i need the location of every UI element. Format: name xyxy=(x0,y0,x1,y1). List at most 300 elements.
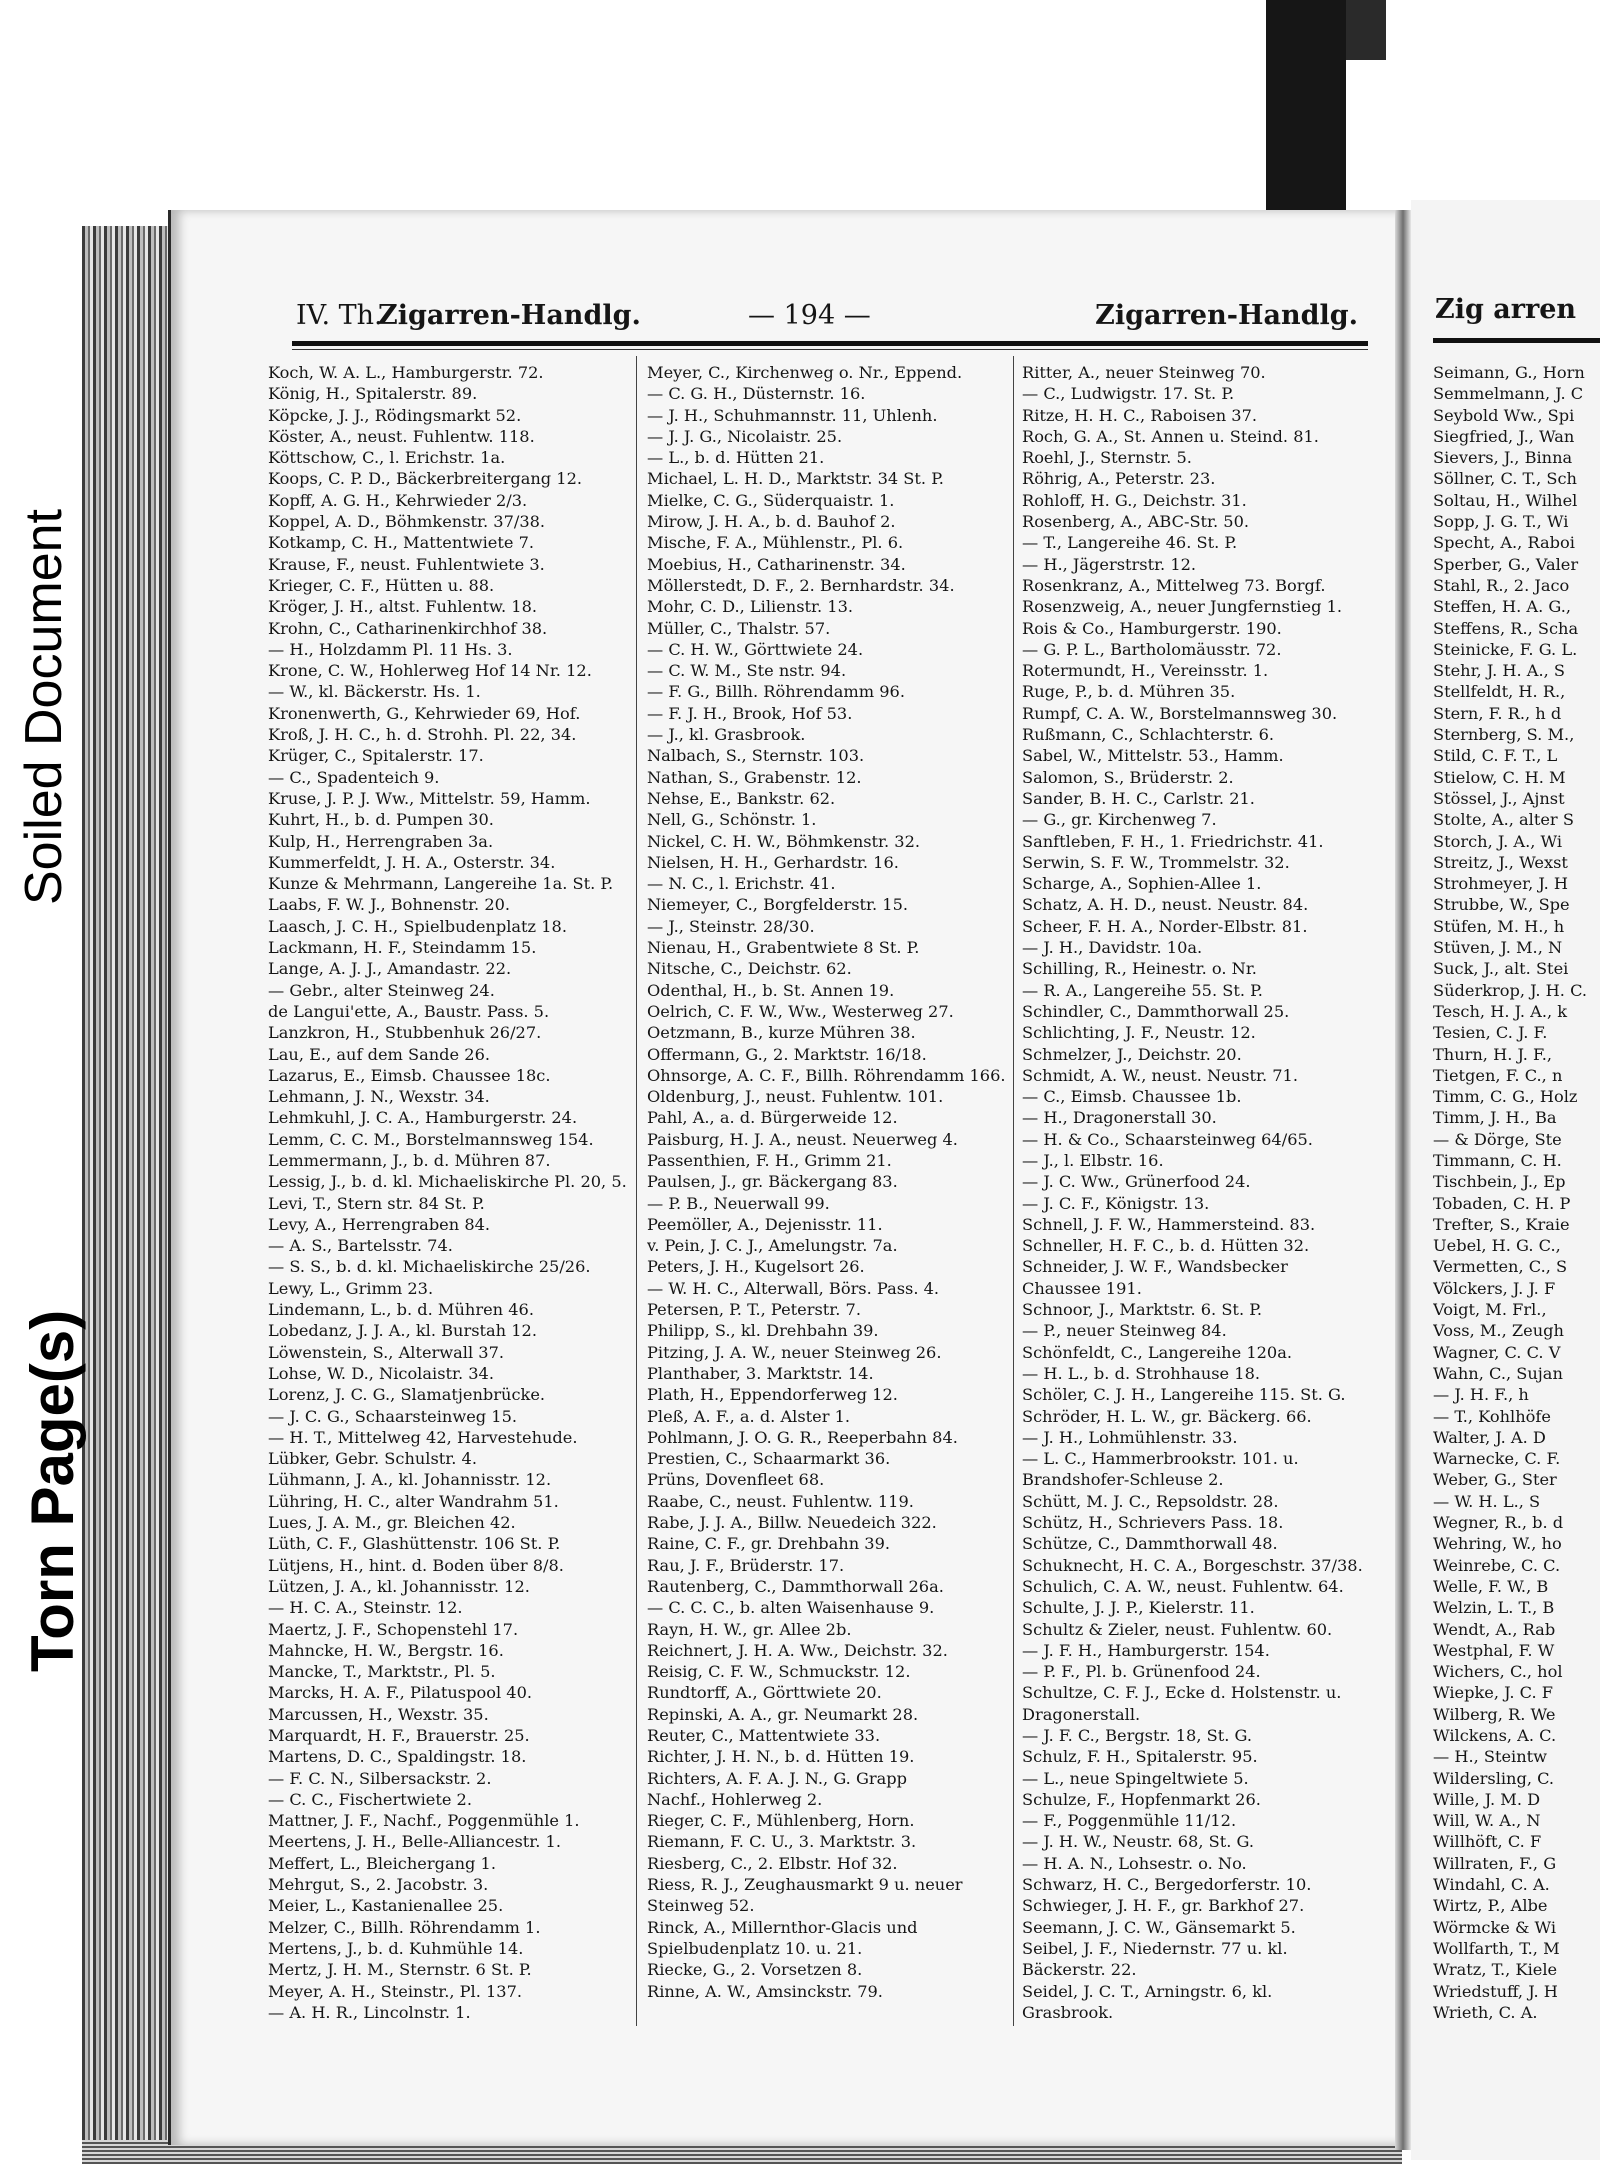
directory-entry: Wehring, W., ho xyxy=(1433,1534,1562,1554)
page-number: — 194 — xyxy=(748,300,871,331)
directory-entry: Schultz & Zieler, neust. Fuhlentw. 60. xyxy=(1022,1619,1333,1639)
directory-entry: Stielow, C. H. M xyxy=(1433,767,1566,787)
directory-entry: Windahl, C. A. xyxy=(1433,1875,1550,1895)
directory-entry: Michael, L. H. D., Marktstr. 34 St. P. xyxy=(647,469,944,489)
directory-entry: Lütjens, H., hint. d. Boden über 8/8. xyxy=(268,1555,564,1575)
directory-column-2 xyxy=(647,362,1007,2002)
directory-entry: Kuhrt, H., b. d. Pumpen 30. xyxy=(268,810,494,830)
directory-entry: Stild, C. F. T., L xyxy=(1433,746,1558,766)
directory-entry: Peemöller, A., Dejenisstr. 11. xyxy=(647,1214,883,1234)
directory-entry: — C. G. H., Düsternstr. 16. xyxy=(647,384,866,404)
directory-entry: Thurn, H. J. F., xyxy=(1433,1044,1553,1064)
directory-entry: Tietgen, F. C., n xyxy=(1433,1065,1563,1085)
directory-entry: Lühmann, J. A., kl. Johannisstr. 12. xyxy=(268,1470,552,1490)
directory-entry: Mirow, J. H. A., b. d. Bauhof 2. xyxy=(647,512,896,532)
directory-entry: Rayn, H. W., gr. Allee 2b. xyxy=(647,1619,852,1639)
directory-entry: Marquardt, H. F., Brauerstr. 25. xyxy=(268,1726,530,1745)
directory-entry: Maertz, J. F., Schopenstehl 17. xyxy=(268,1619,519,1639)
directory-entry: Lemmermann, J., b. d. Mühren 87. xyxy=(268,1150,551,1170)
directory-entry: Rieger, C. F., Mühlenberg, Horn. xyxy=(647,1811,915,1831)
directory-entry: Meyer, C., Kirchenweg o. Nr., Eppend. xyxy=(647,363,963,382)
directory-entry: — F., Poggenmühle 11/12. xyxy=(1022,1811,1237,1831)
directory-entry: — W., kl. Bäckerstr. Hs. 1. xyxy=(268,682,481,702)
directory-entry: Voss, M., Zeugh xyxy=(1433,1321,1564,1341)
directory-entry: Rinne, A. W., Amsinckstr. 79. xyxy=(647,1981,883,2001)
directory-entry: Nell, G., Schönstr. 1. xyxy=(647,810,817,830)
directory-entry: Rinck, A., Millernthor-Glacis und xyxy=(647,1917,918,1937)
directory-entry: Scheer, F. H. A., Norder-Elbstr. 81. xyxy=(1022,916,1308,936)
directory-entry: Röhrig, A., Peterstr. 23. xyxy=(1022,469,1216,489)
directory-entry: — J. C. F., Königstr. 13. xyxy=(1022,1193,1210,1213)
directory-entry: Weinrebe, C. C. xyxy=(1433,1555,1561,1575)
directory-entry: Oetzmann, B., kurze Mühren 38. xyxy=(647,1023,916,1043)
directory-entry: Süderkrop, J. H. C. xyxy=(1433,980,1588,1000)
soiled-document-tag: Soiled Document xyxy=(15,509,73,905)
directory-entry: Salomon, S., Brüderstr. 2. xyxy=(1022,767,1234,787)
directory-entry: Tesien, C. J. F. xyxy=(1433,1023,1548,1043)
directory-entry: Wirtz, P., Albe xyxy=(1433,1896,1548,1916)
directory-entry: — N. C., l. Erichstr. 41. xyxy=(647,874,836,894)
directory-entry: Lemm, C. C. M., Borstelmannsweg 154. xyxy=(268,1129,594,1149)
directory-entry: Wörmcke & Wi xyxy=(1433,1917,1557,1937)
directory-entry: Lüth, C. F., Glashüttenstr. 106 St. P. xyxy=(268,1534,561,1554)
directory-entry: Sievers, J., Binna xyxy=(1433,448,1573,468)
directory-entry: Wildersling, C. xyxy=(1433,1768,1555,1788)
directory-entry: Lanzkron, H., Stubbenhuk 26/27. xyxy=(268,1023,542,1043)
directory-entry: Chaussee 191. xyxy=(1022,1278,1142,1298)
directory-entry: Möllerstedt, D. F., 2. Bernhardstr. 34. xyxy=(647,575,955,595)
directory-entry: Stössel, J., Ajnst xyxy=(1433,788,1565,808)
directory-entry: Stüven, J. M., N xyxy=(1433,938,1563,958)
directory-entry: Semmelmann, J. C xyxy=(1433,384,1584,404)
directory-entry: Prüns, Dovenfleet 68. xyxy=(647,1470,825,1490)
directory-entry: — J. C. G., Schaarsteinweg 15. xyxy=(268,1406,518,1426)
directory-entry: Koch, W. A. L., Hamburgerstr. 72. xyxy=(268,363,544,382)
directory-entry: Trefter, S., Kraie xyxy=(1433,1214,1570,1234)
directory-entry: Bäckerstr. 22. xyxy=(1022,1960,1137,1980)
directory-entry: Mehrgut, S., 2. Jacobstr. 3. xyxy=(268,1875,489,1895)
directory-entry: Uebel, H. G. C., xyxy=(1433,1236,1561,1256)
directory-entry: Stellfeldt, H. R., xyxy=(1433,682,1566,702)
directory-entry: Paisburg, H. J. A., neust. Neuerweg 4. xyxy=(647,1129,958,1149)
directory-entry: Paulsen, J., gr. Bäckergang 83. xyxy=(647,1172,898,1192)
directory-entry: — F. C. N., Silbersackstr. 2. xyxy=(268,1768,492,1788)
directory-entry: Voigt, M. Frl., xyxy=(1433,1300,1547,1320)
directory-entry: Laabs, F. W. J., Bohnenstr. 20. xyxy=(268,895,511,915)
directory-entry: Vermetten, C., S xyxy=(1433,1257,1568,1277)
directory-entry: — L. C., Hammerbrookstr. 101. u. xyxy=(1022,1449,1299,1469)
directory-entry: Rosenberg, A., ABC-Str. 50. xyxy=(1022,512,1250,532)
directory-entry: — J. J. G., Nicolaistr. 25. xyxy=(647,426,843,446)
directory-entry: Mertz, J. H. M., Sternstr. 6 St. P. xyxy=(268,1960,532,1980)
directory-entry: Lessig, J., b. d. kl. Michaeliskirche Pl. 20, 5. xyxy=(268,1172,627,1192)
directory-entry: — L., b. d. Hütten 21. xyxy=(647,448,825,468)
background-dark-area xyxy=(1266,0,1346,215)
background-dark-area-2 xyxy=(1346,0,1386,60)
directory-entry: Steinicke, F. G. L. xyxy=(1433,639,1578,659)
directory-entry: Schilling, R., Heinestr. o. Nr. xyxy=(1022,959,1257,979)
directory-entry: Marcussen, H., Wexstr. 35. xyxy=(268,1704,489,1724)
directory-entry: Krieger, C. F., Hütten u. 88. xyxy=(268,575,495,595)
column-divider xyxy=(1013,356,1014,2026)
directory-entry: Ritter, A., neuer Steinweg 70. xyxy=(1022,363,1266,382)
directory-entry: Peters, J. H., Kugelsort 26. xyxy=(647,1257,865,1277)
directory-entry: Rois & Co., Hamburgerstr. 190. xyxy=(1022,618,1282,638)
directory-entry: Rosenkranz, A., Mittelweg 73. Borgf. xyxy=(1022,575,1326,595)
directory-entry: — F. J. H., Brook, Hof 53. xyxy=(647,703,853,723)
directory-entry: Schulze, F., Hopfenmarkt 26. xyxy=(1022,1789,1261,1809)
directory-entry: Sanftleben, F. H., 1. Friedrichstr. 41. xyxy=(1022,831,1324,851)
column-divider xyxy=(636,356,637,2026)
directory-entry: Kruse, J. P. J. Ww., Mittelstr. 59, Hamm. xyxy=(268,788,591,808)
directory-entry: Welzin, L. T., B xyxy=(1433,1598,1555,1618)
directory-entry: Lützen, J. A., kl. Johannisstr. 12. xyxy=(268,1576,530,1596)
next-page-header-rule xyxy=(1433,338,1600,343)
directory-entry: Reichnert, J. H. A. Ww., Deichstr. 32. xyxy=(647,1640,948,1660)
directory-entry: Krohn, C., Catharinenkirchhof 38. xyxy=(268,618,548,638)
directory-entry: Oelrich, C. F. W., Ww., Westerweg 27. xyxy=(647,1001,954,1021)
directory-entry: Nitsche, C., Deichstr. 62. xyxy=(647,959,852,979)
directory-entry: Petersen, P. T., Peterstr. 7. xyxy=(647,1300,861,1320)
directory-entry: Schatz, A. H. D., neust. Neustr. 84. xyxy=(1022,895,1309,915)
directory-entry: Tesch, H. J. A., k xyxy=(1433,1001,1568,1021)
directory-entry: — C. C. C., b. alten Waisenhause 9. xyxy=(647,1598,935,1618)
directory-entry: — C., Ludwigstr. 17. St. P. xyxy=(1022,384,1235,404)
directory-entry: Strohmeyer, J. H xyxy=(1433,874,1569,894)
directory-entry: Tischbein, J., Ep xyxy=(1433,1172,1566,1192)
directory-entry: Ritze, H. H. C., Raboisen 37. xyxy=(1022,405,1258,425)
directory-entry: Riesberg, C., 2. Elbstr. Hof 32. xyxy=(647,1853,898,1873)
directory-entry: — H., Holzdamm Pl. 11 Hs. 3. xyxy=(268,639,513,659)
directory-entry: Richters, A. F. A. J. N., G. Grapp xyxy=(647,1768,908,1788)
directory-entry: Nickel, C. H. W., Böhmkenstr. 32. xyxy=(647,831,921,851)
directory-entry: Schneller, H. F. C., b. d. Hütten 32. xyxy=(1022,1236,1310,1256)
directory-entry: Lau, E., auf dem Sande 26. xyxy=(268,1044,491,1064)
directory-entry: — L., neue Spingeltwiete 5. xyxy=(1022,1768,1249,1788)
directory-entry: Roehl, J., Sternstr. 5. xyxy=(1022,448,1192,468)
directory-entry: Kulp, H., Herrengraben 3a. xyxy=(268,831,494,851)
directory-entry: Lehmann, J. N., Wexstr. 34. xyxy=(268,1087,490,1107)
directory-entry: Spielbudenplatz 10. u. 21. xyxy=(647,1938,863,1958)
directory-entry: Schröder, H. L. W., gr. Bäckerg. 66. xyxy=(1022,1406,1312,1426)
directory-entry: Stehr, J. H. A., S xyxy=(1433,661,1565,681)
directory-column-1 xyxy=(268,362,628,2023)
directory-entry: Lohse, W. D., Nicolaistr. 34. xyxy=(268,1363,494,1383)
directory-entry: Nachf., Hohlerweg 2. xyxy=(647,1789,823,1809)
directory-entry: — J. H., Lohmühlenstr. 33. xyxy=(1022,1427,1238,1447)
directory-entry: Reisig, C. F. W., Schmuckstr. 12. xyxy=(647,1662,911,1682)
directory-entry: Scharge, A., Sophien-Allee 1. xyxy=(1022,874,1262,894)
directory-entry: — C. H. W., Görttwiete 24. xyxy=(647,639,864,659)
directory-entry: Wagner, C. C. V xyxy=(1433,1342,1561,1362)
directory-entry: Lange, A. J. J., Amandastr. 22. xyxy=(268,959,512,979)
directory-entry: Rumpf, C. A. W., Borstelmannsweg 30. xyxy=(1022,703,1338,723)
directory-entry: Offermann, G., 2. Marktstr. 16/18. xyxy=(647,1044,927,1064)
directory-entry: Stern, F. R., h d xyxy=(1433,703,1562,723)
directory-entry: Pahl, A., a. d. Bürgerweide 12. xyxy=(647,1108,898,1128)
directory-entry: Stahl, R., 2. Jaco xyxy=(1433,575,1570,595)
directory-entry: — F. G., Billh. Röhrendamm 96. xyxy=(647,682,905,702)
directory-entry: Schmelzer, J., Deichstr. 20. xyxy=(1022,1044,1242,1064)
directory-entry: Koppel, A. D., Böhmkenstr. 37/38. xyxy=(268,512,546,532)
directory-entry: Riemann, F. C. U., 3. Marktstr. 3. xyxy=(647,1832,917,1852)
directory-entry: — H. & Co., Schaarsteinweg 64/65. xyxy=(1022,1129,1313,1149)
directory-entry: — C., Spadenteich 9. xyxy=(268,767,440,787)
directory-entry: Storch, J. A., Wi xyxy=(1433,831,1563,851)
directory-entry: Walter, J. A. D xyxy=(1433,1427,1546,1447)
directory-entry: Pohlmann, J. O. G. R., Reeperbahn 84. xyxy=(647,1427,958,1447)
directory-entry: Schöler, C. J. H., Langereihe 115. St. G. xyxy=(1022,1385,1346,1405)
directory-entry: Lackmann, H. F., Steindamm 15. xyxy=(268,938,537,958)
directory-entry: Wratz, T., Kiele xyxy=(1433,1960,1558,1980)
directory-entry: Sperber, G., Valer xyxy=(1433,554,1579,574)
directory-entry: Seybold Ww., Spi xyxy=(1433,405,1575,425)
directory-entry: Köster, A., neust. Fuhlentw. 118. xyxy=(268,426,535,446)
directory-entry: — H., Jägerstrstr. 12. xyxy=(1022,554,1197,574)
book-page-edges xyxy=(82,226,182,2156)
directory-entry: Seibel, J. F., Niedernstr. 77 u. kl. xyxy=(1022,1938,1288,1958)
directory-entry: Kronenwerth, G., Kehrwieder 69, Hof. xyxy=(268,703,581,723)
directory-entry: — A. S., Bartelsstr. 74. xyxy=(268,1236,453,1256)
directory-entry: Roch, G. A., St. Annen u. Steind. 81. xyxy=(1022,426,1319,446)
directory-entry: Siegfried, J., Wan xyxy=(1433,426,1575,446)
directory-entry: Marcks, H. A. F., Pilatuspool 40. xyxy=(268,1683,533,1703)
directory-entry: v. Pein, J. C. J., Amelungstr. 7a. xyxy=(647,1236,898,1256)
directory-entry: — H., Dragonerstall 30. xyxy=(1022,1108,1217,1128)
directory-entry: Lazarus, E., Eimsb. Chaussee 18c. xyxy=(268,1065,551,1085)
directory-entry: Westphal, F. W xyxy=(1433,1640,1555,1660)
directory-entry: — G., gr. Kirchenweg 7. xyxy=(1022,810,1217,830)
directory-entry: Warnecke, C. F. xyxy=(1433,1449,1561,1469)
header-right-title: Zigarren-Handlg. xyxy=(1095,300,1358,331)
directory-entry: — J., l. Elbstr. 16. xyxy=(1022,1150,1164,1170)
directory-entry: Ruge, P., b. d. Mühren 35. xyxy=(1022,682,1236,702)
directory-entry: Kröger, J. H., altst. Fuhlentw. 18. xyxy=(268,597,538,617)
directory-entry: Welle, F. W., B xyxy=(1433,1576,1549,1596)
header-rule xyxy=(292,341,1368,346)
directory-entry: Schütze, C., Dammthorwall 48. xyxy=(1022,1534,1278,1554)
directory-entry: Nathan, S., Grabenstr. 12. xyxy=(647,767,862,787)
directory-entry: — J., Steinstr. 28/30. xyxy=(647,916,815,936)
directory-entry: Schulz, F. H., Spitalerstr. 95. xyxy=(1022,1747,1258,1767)
directory-entry: Schönfeldt, C., Langereihe 120a. xyxy=(1022,1342,1293,1362)
directory-entry: Schulte, J. J. P., Kielerstr. 11. xyxy=(1022,1598,1255,1618)
directory-entry: Steffen, H. A. G., xyxy=(1433,597,1572,617)
header-part: IV. Th. xyxy=(296,300,383,331)
directory-entry: Weber, G., Ster xyxy=(1433,1470,1557,1490)
directory-entry: Schindler, C., Dammthorwall 25. xyxy=(1022,1001,1290,1021)
directory-entry: — A. H. R., Lincolnstr. 1. xyxy=(268,2002,471,2022)
next-page-header: Zig arren xyxy=(1435,294,1576,325)
directory-entry: Timmann, C. H. xyxy=(1433,1150,1562,1170)
directory-entry: Mancke, T., Marktstr., Pl. 5. xyxy=(268,1662,496,1682)
directory-entry: Laasch, J. C. H., Spielbudenplatz 18. xyxy=(268,916,567,936)
next-page-column xyxy=(1433,362,1600,2023)
directory-entry: Mohr, C. D., Lilienstr. 13. xyxy=(647,597,854,617)
directory-entry: — H. L., b. d. Strohhause 18. xyxy=(1022,1363,1261,1383)
directory-entry: Levi, T., Stern str. 84 St. P. xyxy=(268,1193,485,1213)
directory-entry: Raine, C. F., gr. Drehbahn 39. xyxy=(647,1534,891,1554)
directory-entry: Mattner, J. F., Nachf., Poggenmühle 1. xyxy=(268,1811,580,1831)
directory-entry: Nehse, E., Bankstr. 62. xyxy=(647,788,836,808)
directory-entry: — S. S., b. d. kl. Michaeliskirche 25/26. xyxy=(268,1257,591,1277)
directory-entry: Kroß, J. H. C., h. d. Strohh. Pl. 22, 34. xyxy=(268,725,577,745)
directory-entry: Wrieth, C. A. xyxy=(1433,2002,1538,2022)
directory-entry: Schulich, C. A. W., neust. Fuhlentw. 64. xyxy=(1022,1576,1344,1596)
directory-entry: — J. H., Schuhmannstr. 11, Uhlenh. xyxy=(647,405,938,425)
directory-entry: — J. H. F., h xyxy=(1433,1385,1529,1405)
directory-entry: Sopp, J. G. T., Wi xyxy=(1433,512,1569,532)
directory-entry: Söllner, C. T., Sch xyxy=(1433,469,1577,489)
directory-entry: Repinski, A. A., gr. Neumarkt 28. xyxy=(647,1704,919,1724)
directory-entry: — P. F., Pl. b. Grünenfood 24. xyxy=(1022,1662,1261,1682)
directory-entry: Seidel, J. C. T., Arningstr. 6, kl. xyxy=(1022,1981,1273,2001)
directory-entry: Wahn, C., Sujan xyxy=(1433,1363,1563,1383)
directory-entry: Lorenz, J. C. G., Slamatjenbrücke. xyxy=(268,1385,546,1405)
directory-entry: Martens, D. C., Spaldingstr. 18. xyxy=(268,1747,527,1767)
directory-entry: Rautenberg, C., Dammthorwall 26a. xyxy=(647,1576,944,1596)
directory-entry: Rundtorff, A., Görttwiete 20. xyxy=(647,1683,882,1703)
directory-entry: — G. P. L., Bartholomäusstr. 72. xyxy=(1022,639,1282,659)
directory-entry: Sabel, W., Mittelstr. 53., Hamm. xyxy=(1022,746,1284,766)
directory-entry: Schnoor, J., Marktstr. 6. St. P. xyxy=(1022,1300,1262,1320)
directory-entry: Steffens, R., Scha xyxy=(1433,618,1579,638)
directory-entry: Rau, J. F., Brüderstr. 17. xyxy=(647,1555,845,1575)
directory-entry: Köttschow, C., l. Erichstr. 1a. xyxy=(268,448,506,468)
directory-entry: Rußmann, C., Schlachterstr. 6. xyxy=(1022,725,1275,745)
header-left-title: Zigarren-Handlg. xyxy=(378,300,641,331)
directory-entry: Raabe, C., neust. Fuhlentw. 119. xyxy=(647,1491,914,1511)
directory-entry: Nienau, H., Grabentwiete 8 St. P. xyxy=(647,938,920,958)
directory-entry: Moebius, H., Catharinenstr. 34. xyxy=(647,554,906,574)
directory-entry: — J. H., Davidstr. 10a. xyxy=(1022,938,1203,958)
directory-entry: — J. F. H., Hamburgerstr. 154. xyxy=(1022,1640,1270,1660)
directory-entry: Seemann, J. C. W., Gänsemarkt 5. xyxy=(1022,1917,1296,1937)
directory-entry: Wichers, C., hol xyxy=(1433,1662,1563,1682)
directory-entry: Schmidt, A. W., neust. Neustr. 71. xyxy=(1022,1065,1298,1085)
torn-pages-tag: Torn Page(s) xyxy=(19,1309,86,1672)
directory-entry: Wille, J. M. D xyxy=(1433,1789,1541,1809)
directory-entry: — H. T., Mittelweg 42, Harvestehude. xyxy=(268,1427,578,1447)
directory-entry: Wilckens, A. C. xyxy=(1433,1726,1557,1745)
directory-entry: Lues, J. A. M., gr. Bleichen 42. xyxy=(268,1513,516,1533)
directory-entry: Lühring, H. C., alter Wandrahm 51. xyxy=(268,1491,559,1511)
directory-entry: Dragonerstall. xyxy=(1022,1704,1141,1724)
directory-entry: Mische, F. A., Mühlenstr., Pl. 6. xyxy=(647,533,904,553)
directory-entry: — H. A. N., Lohsestr. o. No. xyxy=(1022,1853,1247,1873)
directory-entry: Suck, J., alt. Stei xyxy=(1433,959,1569,979)
directory-entry: Plath, H., Eppendorferweg 12. xyxy=(647,1385,898,1405)
directory-entry: Krause, F., neust. Fuhlentwiete 3. xyxy=(268,554,545,574)
directory-entry: Planthaber, 3. Marktstr. 14. xyxy=(647,1363,874,1383)
directory-entry: Schwieger, J. H. F., gr. Barkhof 27. xyxy=(1022,1896,1305,1916)
directory-entry: Seimann, G., Horn xyxy=(1433,363,1585,382)
directory-entry: Meyer, A. H., Steinstr., Pl. 137. xyxy=(268,1981,523,2001)
directory-entry: Stolte, A., alter S xyxy=(1433,810,1574,830)
directory-entry: Grasbrook. xyxy=(1022,2002,1114,2022)
directory-entry: — C., Eimsb. Chaussee 1b. xyxy=(1022,1087,1242,1107)
directory-entry: Pleß, A. F., a. d. Alster 1. xyxy=(647,1406,851,1426)
directory-entry: Reuter, C., Mattentwiete 33. xyxy=(647,1726,881,1745)
directory-entry: Lewy, L., Grimm 23. xyxy=(268,1278,434,1298)
directory-entry: Schütt, M. J. C., Repsoldstr. 28. xyxy=(1022,1491,1279,1511)
directory-entry: Mielke, C. G., Süderquaistr. 1. xyxy=(647,490,895,510)
directory-entry: Wollfarth, T., M xyxy=(1433,1938,1560,1958)
directory-entry: Schütz, H., Schrievers Pass. 18. xyxy=(1022,1513,1284,1533)
directory-entry: Tobaden, C. H. P xyxy=(1433,1193,1571,1213)
header-rule-thin xyxy=(292,349,1368,350)
directory-entry: Riecke, G., 2. Vorsetzen 8. xyxy=(647,1960,863,1980)
directory-entry: — & Dörge, Ste xyxy=(1433,1129,1562,1149)
directory-entry: Völckers, J. J. F xyxy=(1433,1278,1556,1298)
directory-entry: Wriedstuff, J. H xyxy=(1433,1981,1558,2001)
directory-entry: Koops, C. P. D., Bäckerbreitergang 12. xyxy=(268,469,583,489)
directory-entry: Soltau, H., Wilhel xyxy=(1433,490,1578,510)
directory-entry: Niemeyer, C., Borgfelderstr. 15. xyxy=(647,895,909,915)
directory-entry: — T., Kohlhöfe xyxy=(1433,1406,1551,1426)
directory-entry: Müller, C., Thalstr. 57. xyxy=(647,618,831,638)
directory-entry: Sternberg, S. M., xyxy=(1433,725,1575,745)
directory-entry: Rotermundt, H., Vereinsstr. 1. xyxy=(1022,661,1269,681)
directory-entry: Rosenzweig, A., neuer Jungfernstieg 1. xyxy=(1022,597,1343,617)
directory-entry: — J. H. W., Neustr. 68, St. G. xyxy=(1022,1832,1255,1852)
directory-entry: Wegner, R., b. d xyxy=(1433,1513,1564,1533)
directory-entry: Lübker, Gebr. Schulstr. 4. xyxy=(268,1449,477,1469)
directory-entry: Wiepke, J. C. F xyxy=(1433,1683,1554,1703)
directory-entry: Kopff, A. G. H., Kehrwieder 2/3. xyxy=(268,490,528,510)
directory-entry: Brandshofer-Schleuse 2. xyxy=(1022,1470,1224,1490)
directory-entry: Serwin, S. F. W., Trommelstr. 32. xyxy=(1022,852,1290,872)
directory-entry: Nalbach, S., Sternstr. 103. xyxy=(647,746,865,766)
directory-entry: Ohnsorge, A. C. F., Billh. Röhrendamm 166. xyxy=(647,1065,1006,1085)
directory-entry: — C. C., Fischertwiete 2. xyxy=(268,1789,472,1809)
directory-entry: Pitzing, J. A. W., neuer Steinweg 26. xyxy=(647,1342,942,1362)
directory-entry: — J. C. Ww., Grünerfood 24. xyxy=(1022,1172,1251,1192)
page-header xyxy=(292,296,1368,342)
directory-entry: Steinweg 52. xyxy=(647,1896,755,1916)
directory-entry: Wilberg, R. We xyxy=(1433,1704,1556,1724)
directory-entry: Melzer, C., Billh. Röhrendamm 1. xyxy=(268,1917,541,1937)
directory-entry: Lindemann, L., b. d. Mühren 46. xyxy=(268,1300,534,1320)
directory-entry: — J. F. C., Bergstr. 18, St. G. xyxy=(1022,1726,1253,1745)
directory-entry: Köpcke, J. J., Rödingsmarkt 52. xyxy=(268,405,522,425)
directory-entry: Schuknecht, H. C. A., Borgeschstr. 37/38. xyxy=(1022,1555,1363,1575)
directory-entry: Kummerfeldt, J. H. A., Osterstr. 34. xyxy=(268,852,556,872)
directory-entry: — P. B., Neuerwall 99. xyxy=(647,1193,830,1213)
directory-entry: Philipp, S., kl. Drehbahn 39. xyxy=(647,1321,879,1341)
directory-entry: Will, W. A., N xyxy=(1433,1811,1541,1831)
directory-entry: Timm, C. G., Holz xyxy=(1433,1087,1578,1107)
directory-entry: Prestien, C., Schaarmarkt 36. xyxy=(647,1449,891,1469)
directory-entry: Mertens, J., b. d. Kuhmühle 14. xyxy=(268,1938,524,1958)
directory-entry: Passenthien, F. H., Grimm 21. xyxy=(647,1150,892,1170)
directory-entry: — C. W. M., Ste nstr. 94. xyxy=(647,661,847,681)
directory-entry: Meffert, L., Bleichergang 1. xyxy=(268,1853,496,1873)
directory-entry: Riess, R. J., Zeughausmarkt 9 u. neuer xyxy=(647,1875,963,1895)
directory-entry: Oldenburg, J., neust. Fuhlentw. 101. xyxy=(647,1087,944,1107)
directory-entry: Meertens, J. H., Belle-Alliancestr. 1. xyxy=(268,1832,561,1852)
directory-entry: Schnell, J. F. W., Hammersteind. 83. xyxy=(1022,1214,1316,1234)
directory-entry: Streitz, J., Wexst xyxy=(1433,852,1568,872)
directory-entry: Sander, B. H. C., Carlstr. 21. xyxy=(1022,788,1255,808)
directory-entry: Specht, A., Raboi xyxy=(1433,533,1575,553)
directory-column-3 xyxy=(1022,362,1387,2023)
directory-entry: Schwarz, H. C., Bergedorferstr. 10. xyxy=(1022,1875,1312,1895)
directory-entry: Levy, A., Herrengraben 84. xyxy=(268,1214,491,1234)
directory-entry: de Langui'ette, A., Baustr. Pass. 5. xyxy=(268,1001,550,1021)
directory-entry: Odenthal, H., b. St. Annen 19. xyxy=(647,980,895,1000)
directory-entry: Willraten, F., G xyxy=(1433,1853,1557,1873)
